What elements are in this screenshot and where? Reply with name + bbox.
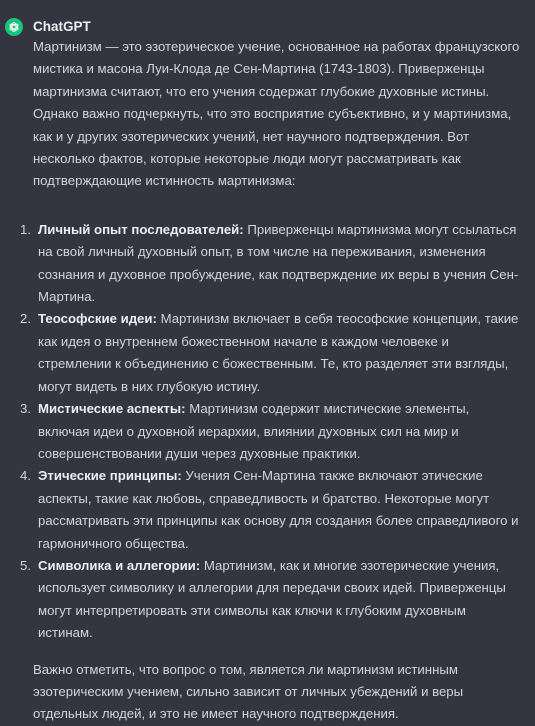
list-term: Личный опыт последователей:: [38, 221, 244, 237]
message-content: [20, 36, 523, 726]
list-number: 1.: [20, 221, 31, 237]
openai-logo-icon: [5, 18, 23, 36]
list-text: Мартинизм содержит мистические элементы, включая идеи о духовной иерархии, влиянии духовных сил на мир и совершенствовании души через духовные практики.: [38, 401, 470, 461]
list-item: [20, 219, 523, 309]
facts-list: [20, 219, 523, 645]
list-item: [20, 555, 523, 645]
list-text: Мартинизм, как и многие эзотерические учения, использует символику и аллегории для передачи своих идей. Приверженцы могут интерпретировать эти символы как ключи к глубоким духовным истинам.: [38, 557, 506, 641]
list-text: Учения Сен-Мартина также включают этические аспекты, такие как любовь, справедливость и братство. Некоторые могут рассматривать эти принципы как основу для создания более справедливого и гармоничного общества.: [38, 468, 519, 551]
list-number: 3.: [20, 401, 31, 417]
outro-paragraph: Важно отметить, что вопрос о том, является ли мартинизм истинным эзотерическим учением, сильно зависит от личных убеждений и веры отдельных людей, и это не имеет научного подтверждения.: [33, 661, 464, 722]
list-text: Приверженцы мартинизма могут ссылаться на свой личный духовный опыт, в том числе на переживания, изменения сознания и духовное пробуждение, как подтверждение их веры в учения Сен-Мартина.: [38, 221, 519, 305]
list-term: Теософские идеи:: [38, 311, 157, 327]
list-term: Мистические аспекты:: [38, 401, 186, 417]
list-item: [20, 465, 523, 555]
list-number: 2.: [20, 311, 31, 327]
list-item: [20, 308, 523, 398]
list-number: 5.: [20, 557, 31, 573]
intro-paragraph: Мартинизм — это эзотерическое учение, основанное на работах французского мистика и масона Луи-Клода де Сен-Мартина (1743-1803). Приверженцы мартинизма считают, что его учения содержат глубокие духовные истины. Однако важно подчеркнуть, что это восприятие субъективно, и у мартинизма, как и у других эзотерических учений, нет научного подтверждения. Вот несколько фактов, которые некоторые люди могут рассматривать как подтверждающие истинность мартинизма:: [33, 39, 520, 189]
list-term: Символика и аллегории:: [38, 557, 201, 573]
list-item: [20, 398, 523, 465]
list-term: Этические принципы:: [38, 468, 182, 484]
author-name: ChatGPT: [33, 19, 91, 34]
list-text: Мартинизм включает в себя теософские концепции, такие как идея о внутреннем божественном начале в каждом человеке и стремлении к объединению с божественным. Те, кто разделяет эти взгляды, могут видеть в них глубокую истину.: [38, 311, 519, 394]
list-number: 4.: [20, 468, 31, 484]
